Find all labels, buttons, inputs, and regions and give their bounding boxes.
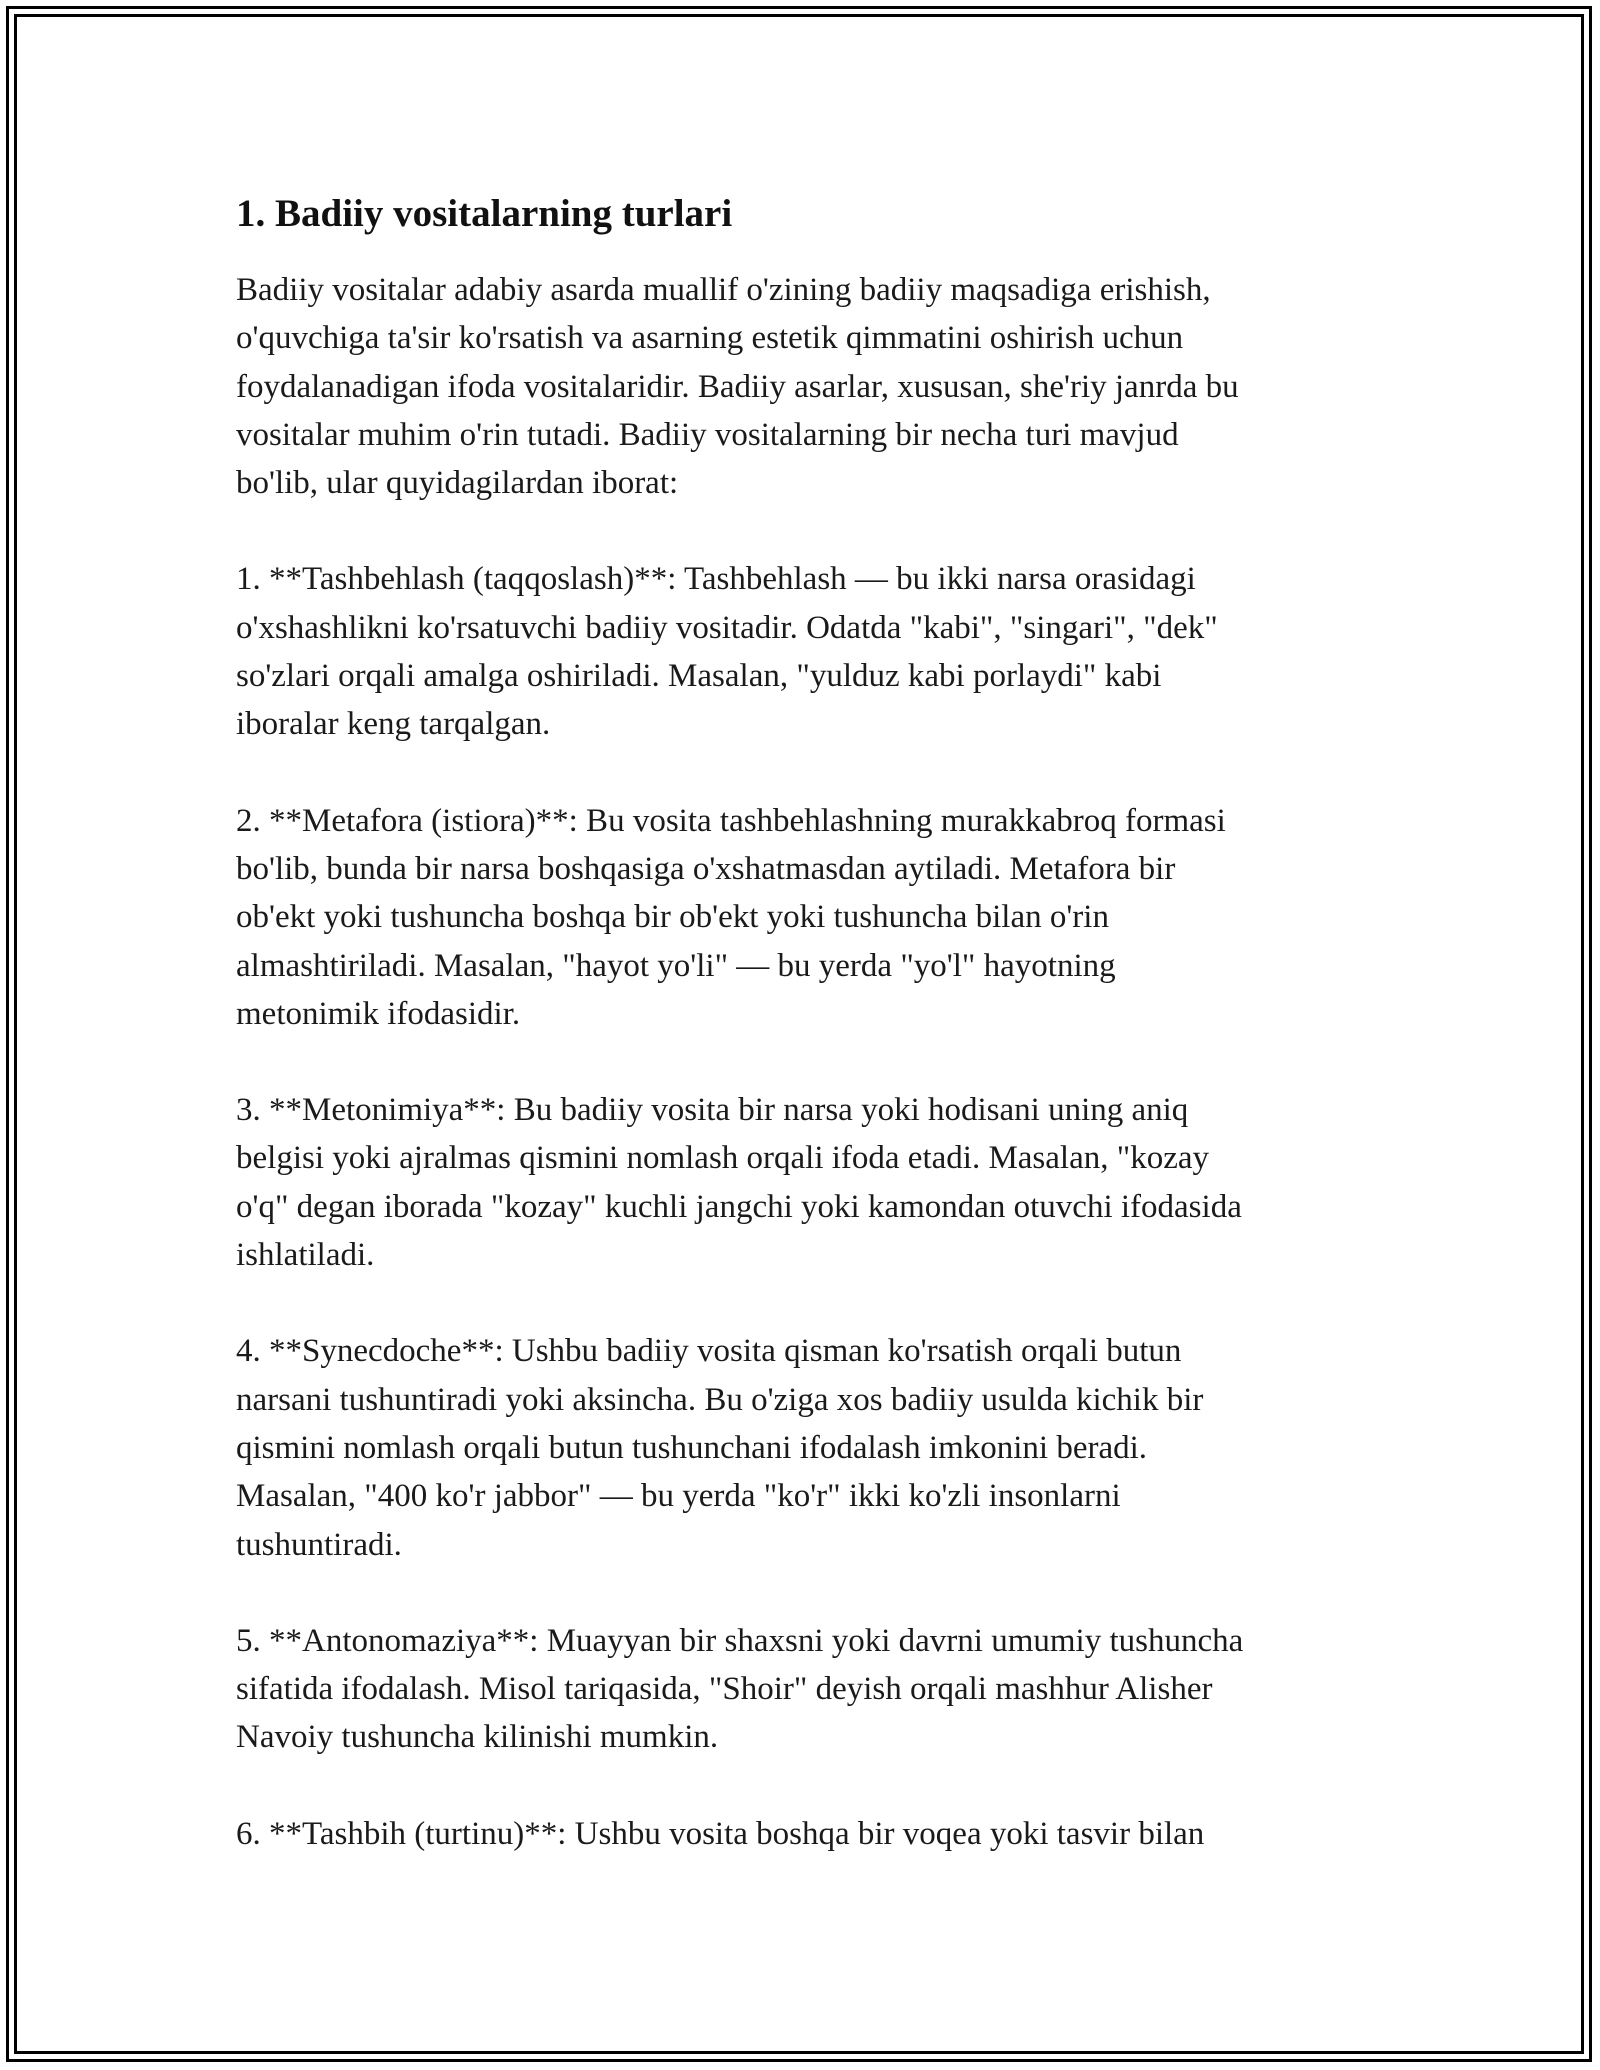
section-heading: 1. Badiiy vositalarning turlari bbox=[236, 192, 733, 235]
document-body bbox=[236, 186, 1372, 1906]
list-item-tashbih: 6. **Tashbih (turtinu)**: Ushbu vosita boshqa bir voqea yoki tasvir bilan bbox=[236, 1815, 1205, 1852]
list-item-metonimiya: 3. **Metonimiya**: Bu badiiy vosita bir narsa yoki hodisani uning aniq belgisi yoki ajralmas qismini nomlash orqali ifoda etadi. Masalan, "kozay o'q" degan iborada "kozay" kuchli jangchi yoki kamondan otuvchi ifodasida ishlatiladi. bbox=[236, 1092, 1242, 1274]
list-item-antonomaziya: 5. **Antonomaziya**: Muayyan bir shaxsni yoki davrni umumiy tushuncha sifatida ifodalash. Misol tariqasida, "Shoir" deyish orqali mashhur Alisher Navoiy tushuncha kilinishi mumkin. bbox=[236, 1622, 1244, 1756]
list-item-synecdoche: 4. **Synecdoche**: Ushbu badiiy vosita qisman ko'rsatish orqali butun narsani tushuntiradi yoki aksincha. Bu o'ziga xos badiiy usulda kichik bir qismini nomlash orqali butun tushunchani ifodalash imkonini beradi. Masalan, "400 ko'r jabbor" — bu yerda "ko'r" ikki ko'zli insonlarni tushuntiradi. bbox=[236, 1333, 1204, 1563]
list-item-tashbehlash: 1. **Tashbehlash (taqqoslash)**: Tashbehlash — bu ikki narsa orasidagi o'xshashlikni ko'rsatuvchi badiiy vositadir. Odatda "kabi", "singari", "dek" so'zlari orqali amalga oshiriladi. Masalan, "yulduz kabi porlaydi" kabi iboralar keng tarqalgan. bbox=[236, 561, 1218, 743]
list-item-metafora: 2. **Metafora (istiora)**: Bu vosita tashbehlashning murakkabroq formasi bo'lib, bunda bir narsa boshqasiga o'xshatmasdan aytiladi. Metafora bir ob'ekt yoki tushuncha boshqa bir ob'ekt yoki tushuncha bilan o'rin almashtiriladi. Masalan, "hayot yo'li" — bu yerda "yo'l" hayotning metonimik ifodasidir. bbox=[236, 802, 1226, 1032]
intro-paragraph: Badiiy vositalar adabiy asarda muallif o'zining badiiy maqsadiga erishish, o'quvchiga ta'sir ko'rsatish va asarning estetik qimmatini oshirish uchun foydalanadigan ifoda vositalaridir. Badiiy asarlar, xususan, she'riy janrda bu vositalar muhim o'rin tutadi. Badiiy vositalarning bir necha turi mavjud bo'lib, ular quyidagilardan iborat: bbox=[236, 272, 1239, 502]
